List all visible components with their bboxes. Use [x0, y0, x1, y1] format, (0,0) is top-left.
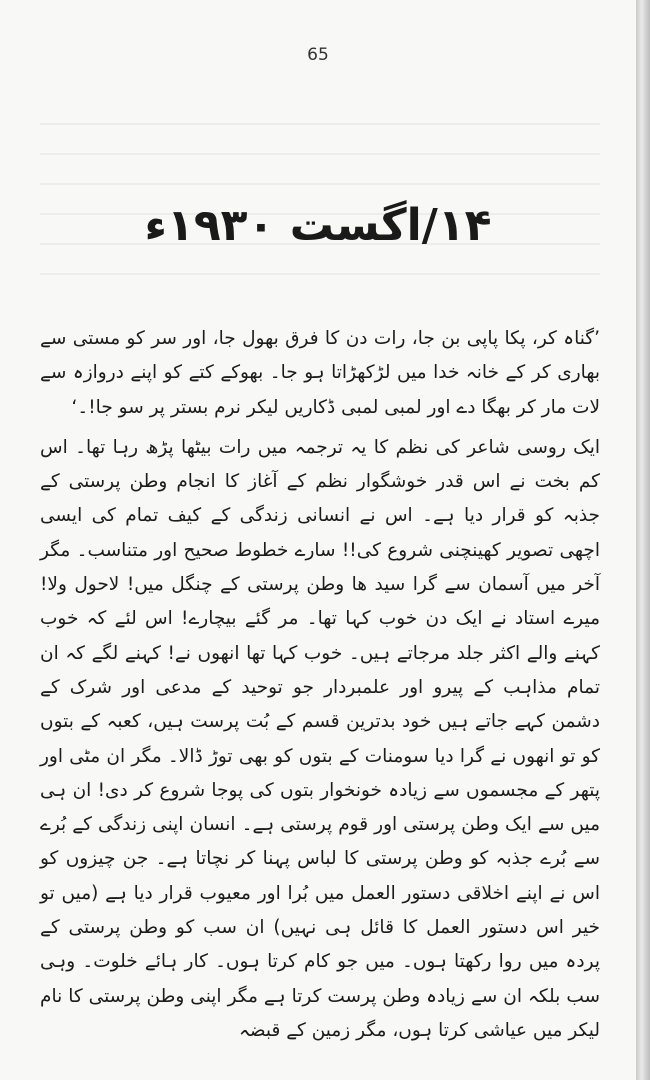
page-number: 65 — [307, 45, 329, 65]
page-edge — [636, 0, 650, 1080]
paragraph-quote: ’گناہ کر، پکا پاپی بن جا، رات دن کا فرق بھول جا، اور سر کو مستی سے بھاری کر کے خانہ خدا میں لڑکھڑاتا ہو جا۔ بھوکے کتے کو اپنے دروازہ سے لات مار کر بھگا دے اور لمبی لمبی ڈکاریں لیکر نرم بستر پر سو جا!۔‘ — [40, 328, 600, 418]
date-heading: ۱۴/اگست ۱۹۳۰ء — [144, 200, 492, 251]
body-text — [40, 322, 600, 1048]
show-through-texture — [40, 95, 600, 295]
paragraph-main: ایک روسی شاعر کی نظم کا یہ ترجمہ میں رات بیٹھا پڑھ رہا تھا۔ اس کم بخت نے اس قدر خوشگوار نظم کے آغاز کا انجام وطن پرستی کے جذبہ کو قرار دیا ہے۔ اس نے انسانی زندگی کے کیف تمام کی ایسی اچھی تصویر کھینچنی شروع کی!! سارے خطوط صحیح اور متناسب۔ مگر آخر میں آسمان سے گرا سید ھا وطن پرستی کے چنگل میں! لاحول ولا! میرے استاد نے ایک دن خوب کہا تھا۔ مر گئے بیچارے! اس لئے کہ خوب کہنے والے اکثر جلد مرجاتے ہیں۔ خوب کہا تھا انھوں نے! کہنے لگے کہ ان تمام مذاہب کے پیرو اور علمبردار جو توحید کے مدعی اور شرک کے دشمن کہے جاتے ہیں خود بدترین قسم کے بُت پرست ہیں، کعبہ کے بتوں کو تو انھوں نے گرا دیا سومنات کے بتوں کو بھی توڑ ڈالا۔ مگر ان مٹی اور پتھر کے مجسموں سے زیادہ خونخوار بتوں کی پوجا شروع کر دی! ان ہی میں سے ایک وطن پرستی اور قوم پرستی ہے۔ انسان اپنی زندگی کے بُرے سے بُرے جذبہ کو وطن پرستی کا لباس پہنا کر نچاتا ہے۔ جن چیزوں کو اس نے اپنے اخلاقی دستور العمل میں بُرا اور معیوب قرار دیا ہے (میں تو خیر اس دستور العمل کا قائل ہی نہیں) ان سب کو وطن پرستی کے پردہ میں روا رکھتا ہوں۔ میں جو کام کرتا ہوں۔ کار ہائے خلوت۔ وہی سب بلکہ ان سے زیادہ وطن پرست کرتا ہے مگر اپنی وطن پرستی کا نام لیکر میں عیاشی کرتا ہوں، مگر زمین کے قبضہ — [40, 436, 600, 1041]
